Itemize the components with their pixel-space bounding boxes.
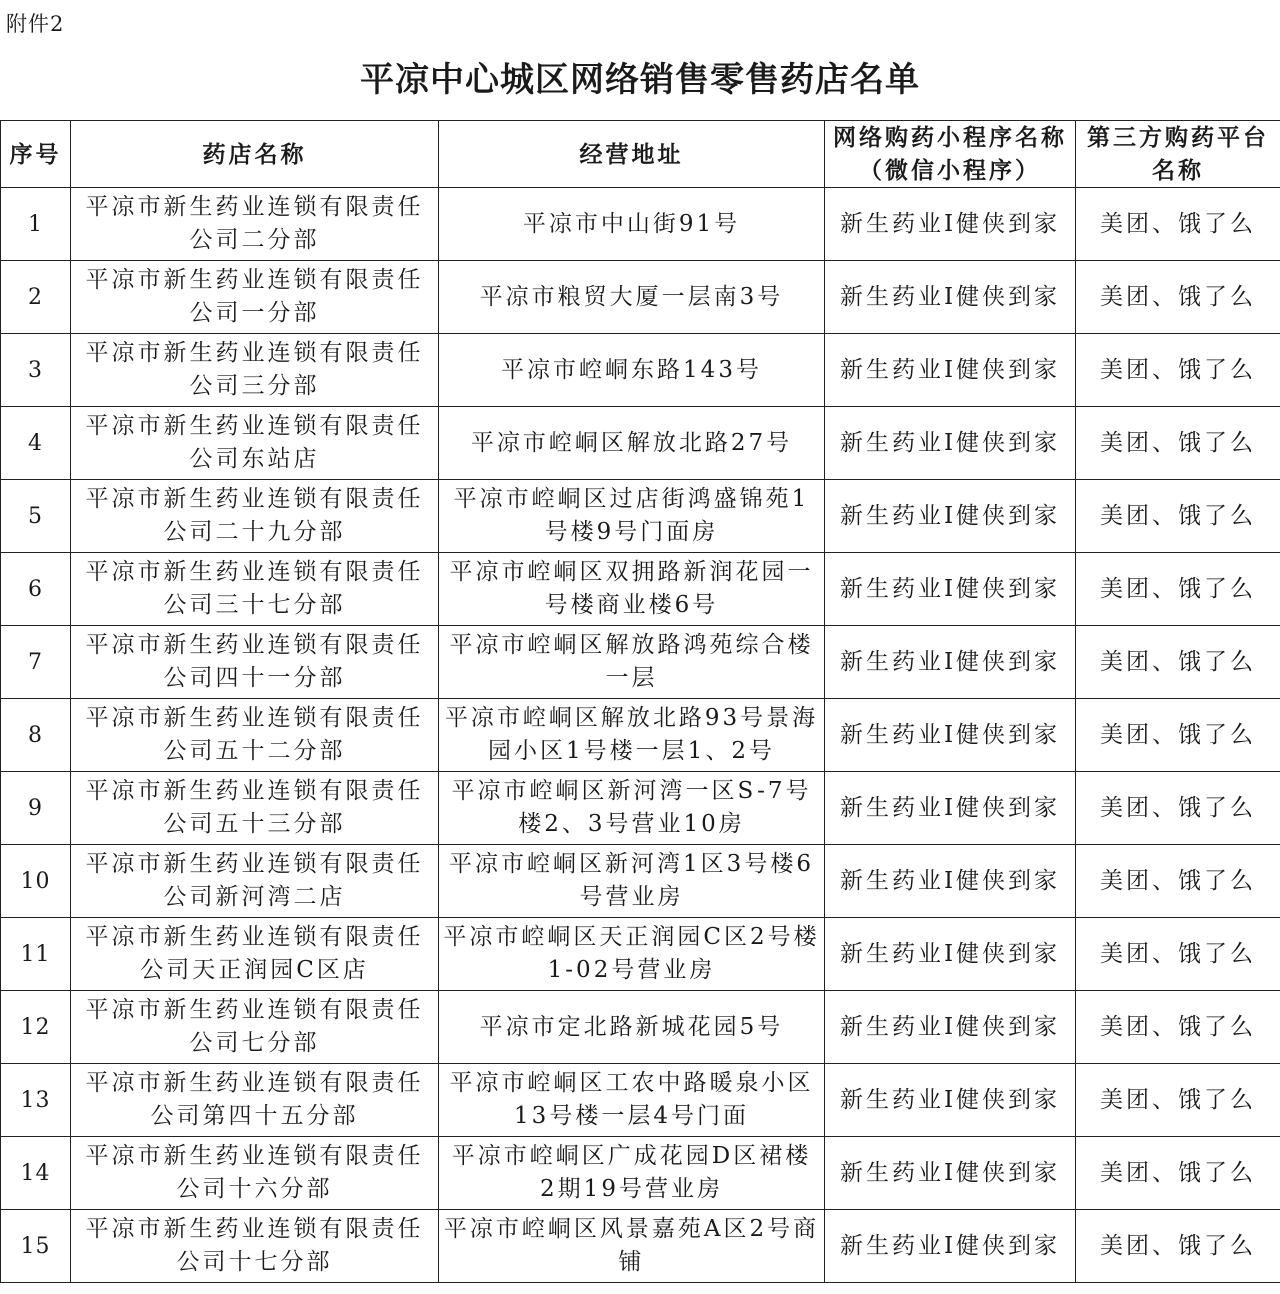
cell-platform: 美团、饿了么 bbox=[1076, 1064, 1280, 1137]
cell-name: 平凉市新生药业连锁有限责任公司五十二分部 bbox=[71, 699, 439, 772]
cell-platform: 美团、饿了么 bbox=[1076, 626, 1280, 699]
cell-name: 平凉市新生药业连锁有限责任公司三分部 bbox=[71, 334, 439, 407]
cell-platform: 美团、饿了么 bbox=[1076, 699, 1280, 772]
cell-platform: 美团、饿了么 bbox=[1076, 188, 1280, 261]
cell-platform: 美团、饿了么 bbox=[1076, 407, 1280, 480]
table-row bbox=[1, 1210, 1280, 1283]
cell-seq: 5 bbox=[1, 480, 71, 553]
page-title: 平凉中心城区网络销售零售药店名单 bbox=[360, 60, 920, 100]
table-row bbox=[1, 699, 1280, 772]
cell-name: 平凉市新生药业连锁有限责任公司十七分部 bbox=[71, 1210, 439, 1283]
table-row bbox=[1, 553, 1280, 626]
cell-platform: 美团、饿了么 bbox=[1076, 991, 1280, 1064]
table-row bbox=[1, 1064, 1280, 1137]
pharmacy-table bbox=[0, 120, 1280, 1283]
cell-address: 平凉市崆峒区双拥路新润花园一号楼商业楼6号 bbox=[439, 553, 825, 626]
cell-platform: 美团、饿了么 bbox=[1076, 480, 1280, 553]
table-row bbox=[1, 772, 1280, 845]
attachment-label: 附件2 bbox=[6, 12, 65, 36]
table-body bbox=[1, 188, 1280, 1283]
cell-mini-program: 新生药业I健侠到家 bbox=[825, 188, 1076, 261]
cell-name: 平凉市新生药业连锁有限责任公司东站店 bbox=[71, 407, 439, 480]
header-platform: 第三方购药平台名称 bbox=[1076, 121, 1280, 188]
cell-address: 平凉市崆峒区风景嘉苑A区2号商铺 bbox=[439, 1210, 825, 1283]
cell-seq: 2 bbox=[1, 261, 71, 334]
cell-platform: 美团、饿了么 bbox=[1076, 1137, 1280, 1210]
cell-seq: 10 bbox=[1, 845, 71, 918]
cell-name: 平凉市新生药业连锁有限责任公司二分部 bbox=[71, 188, 439, 261]
cell-seq: 14 bbox=[1, 1137, 71, 1210]
cell-seq: 7 bbox=[1, 626, 71, 699]
cell-address: 平凉市崆峒区新河湾1区3号楼6号营业房 bbox=[439, 845, 825, 918]
cell-platform: 美团、饿了么 bbox=[1076, 334, 1280, 407]
cell-platform: 美团、饿了么 bbox=[1076, 845, 1280, 918]
cell-mini-program: 新生药业I健侠到家 bbox=[825, 553, 1076, 626]
cell-mini-program: 新生药业I健侠到家 bbox=[825, 407, 1076, 480]
cell-seq: 3 bbox=[1, 334, 71, 407]
table-row bbox=[1, 918, 1280, 991]
cell-address: 平凉市崆峒区过店街鸿盛锦苑1号楼9号门面房 bbox=[439, 480, 825, 553]
cell-platform: 美团、饿了么 bbox=[1076, 261, 1280, 334]
cell-seq: 11 bbox=[1, 918, 71, 991]
cell-name: 平凉市新生药业连锁有限责任公司天正润园C区店 bbox=[71, 918, 439, 991]
cell-address: 平凉市崆峒东路143号 bbox=[439, 334, 825, 407]
table-row bbox=[1, 1137, 1280, 1210]
cell-name: 平凉市新生药业连锁有限责任公司新河湾二店 bbox=[71, 845, 439, 918]
cell-name: 平凉市新生药业连锁有限责任公司第四十五分部 bbox=[71, 1064, 439, 1137]
table-row bbox=[1, 626, 1280, 699]
header-name: 药店名称 bbox=[71, 121, 439, 188]
cell-address: 平凉市崆峒区解放北路93号景海园小区1号楼一层1、2号 bbox=[439, 699, 825, 772]
table-row bbox=[1, 334, 1280, 407]
cell-seq: 13 bbox=[1, 1064, 71, 1137]
cell-name: 平凉市新生药业连锁有限责任公司三十七分部 bbox=[71, 553, 439, 626]
cell-mini-program: 新生药业I健侠到家 bbox=[825, 918, 1076, 991]
cell-mini-program: 新生药业I健侠到家 bbox=[825, 772, 1076, 845]
cell-seq: 15 bbox=[1, 1210, 71, 1283]
cell-address: 平凉市崆峒区解放北路27号 bbox=[439, 407, 825, 480]
header-seq: 序号 bbox=[1, 121, 71, 188]
table-row bbox=[1, 845, 1280, 918]
cell-name: 平凉市新生药业连锁有限责任公司一分部 bbox=[71, 261, 439, 334]
cell-mini-program: 新生药业I健侠到家 bbox=[825, 1137, 1076, 1210]
cell-mini-program: 新生药业I健侠到家 bbox=[825, 845, 1076, 918]
table-header-row bbox=[1, 121, 1280, 188]
table-row bbox=[1, 480, 1280, 553]
cell-address: 平凉市定北路新城花园5号 bbox=[439, 991, 825, 1064]
table-row bbox=[1, 407, 1280, 480]
cell-address: 平凉市崆峒区工农中路暖泉小区13号楼一层4号门面 bbox=[439, 1064, 825, 1137]
cell-mini-program: 新生药业I健侠到家 bbox=[825, 1064, 1076, 1137]
cell-address: 平凉市崆峒区新河湾一区S-7号楼2、3号营业10房 bbox=[439, 772, 825, 845]
cell-mini-program: 新生药业I健侠到家 bbox=[825, 626, 1076, 699]
cell-mini-program: 新生药业I健侠到家 bbox=[825, 334, 1076, 407]
cell-seq: 4 bbox=[1, 407, 71, 480]
cell-mini-program: 新生药业I健侠到家 bbox=[825, 699, 1076, 772]
table-row bbox=[1, 188, 1280, 261]
table-row bbox=[1, 991, 1280, 1064]
cell-address: 平凉市中山街91号 bbox=[439, 188, 825, 261]
cell-platform: 美团、饿了么 bbox=[1076, 772, 1280, 845]
cell-name: 平凉市新生药业连锁有限责任公司四十一分部 bbox=[71, 626, 439, 699]
header-mini-program: 网络购药小程序名称（微信小程序） bbox=[825, 121, 1076, 188]
cell-platform: 美团、饿了么 bbox=[1076, 918, 1280, 991]
cell-seq: 9 bbox=[1, 772, 71, 845]
cell-platform: 美团、饿了么 bbox=[1076, 553, 1280, 626]
cell-address: 平凉市崆峒区天正润园C区2号楼1-02号营业房 bbox=[439, 918, 825, 991]
cell-name: 平凉市新生药业连锁有限责任公司五十三分部 bbox=[71, 772, 439, 845]
cell-seq: 1 bbox=[1, 188, 71, 261]
cell-mini-program: 新生药业I健侠到家 bbox=[825, 991, 1076, 1064]
cell-name: 平凉市新生药业连锁有限责任公司七分部 bbox=[71, 991, 439, 1064]
cell-address: 平凉市崆峒区广成花园D区裙楼2期19号营业房 bbox=[439, 1137, 825, 1210]
cell-seq: 12 bbox=[1, 991, 71, 1064]
cell-platform: 美团、饿了么 bbox=[1076, 1210, 1280, 1283]
cell-address: 平凉市粮贸大厦一层南3号 bbox=[439, 261, 825, 334]
cell-mini-program: 新生药业I健侠到家 bbox=[825, 1210, 1076, 1283]
cell-seq: 8 bbox=[1, 699, 71, 772]
table-row bbox=[1, 261, 1280, 334]
cell-seq: 6 bbox=[1, 553, 71, 626]
header-address: 经营地址 bbox=[439, 121, 825, 188]
cell-name: 平凉市新生药业连锁有限责任公司二十九分部 bbox=[71, 480, 439, 553]
cell-mini-program: 新生药业I健侠到家 bbox=[825, 480, 1076, 553]
cell-address: 平凉市崆峒区解放路鸿苑综合楼一层 bbox=[439, 626, 825, 699]
cell-mini-program: 新生药业I健侠到家 bbox=[825, 261, 1076, 334]
cell-name: 平凉市新生药业连锁有限责任公司十六分部 bbox=[71, 1137, 439, 1210]
